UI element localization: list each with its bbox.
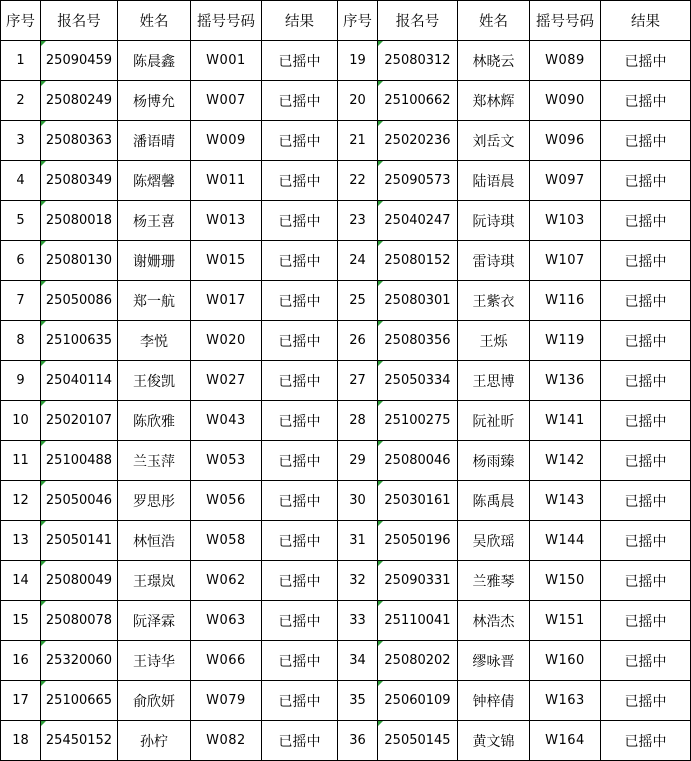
registration-number-cell: 25050046 — [41, 481, 118, 521]
serial-number-cell: 24 — [338, 241, 378, 281]
serial-number-cell: 18 — [1, 721, 41, 761]
serial-number-cell: 14 — [1, 561, 41, 601]
serial-number-cell: 25 — [338, 281, 378, 321]
header-cell: 结果 — [262, 1, 338, 41]
result-cell: 已摇中 — [262, 721, 338, 761]
result-cell: 已摇中 — [601, 201, 691, 241]
result-cell: 已摇中 — [601, 161, 691, 201]
name-cell: 郑林辉 — [458, 81, 530, 121]
result-cell: 已摇中 — [262, 241, 338, 281]
registration-number-cell: 25040247 — [378, 201, 458, 241]
lottery-number-cell: W062 — [191, 561, 262, 601]
table-row — [1, 281, 691, 321]
lottery-number-cell: W063 — [191, 601, 262, 641]
lottery-number-cell: W163 — [530, 681, 601, 721]
result-cell: 已摇中 — [262, 201, 338, 241]
name-cell: 李悦 — [118, 321, 191, 361]
lottery-number-cell: W160 — [530, 641, 601, 681]
result-cell: 已摇中 — [601, 521, 691, 561]
table-row — [1, 601, 691, 641]
serial-number-cell: 16 — [1, 641, 41, 681]
serial-number-cell: 15 — [1, 601, 41, 641]
serial-number-cell: 13 — [1, 521, 41, 561]
result-cell: 已摇中 — [262, 521, 338, 561]
header-cell: 结果 — [601, 1, 691, 41]
name-cell: 雷诗琪 — [458, 241, 530, 281]
registration-number-cell: 25090331 — [378, 561, 458, 601]
registration-number-cell: 25080046 — [378, 441, 458, 481]
table-row — [1, 641, 691, 681]
table-row — [1, 521, 691, 561]
lottery-number-cell: W082 — [191, 721, 262, 761]
serial-number-cell: 6 — [1, 241, 41, 281]
serial-number-cell: 11 — [1, 441, 41, 481]
lottery-number-cell: W164 — [530, 721, 601, 761]
registration-number-cell: 25320060 — [41, 641, 118, 681]
serial-number-cell: 34 — [338, 641, 378, 681]
serial-number-cell: 33 — [338, 601, 378, 641]
name-cell: 陈禹晨 — [458, 481, 530, 521]
name-cell: 杨博允 — [118, 81, 191, 121]
table-row — [1, 121, 691, 161]
result-cell: 已摇中 — [601, 281, 691, 321]
result-cell: 已摇中 — [601, 121, 691, 161]
name-cell: 阮祉昕 — [458, 401, 530, 441]
lottery-number-cell: W143 — [530, 481, 601, 521]
table-row — [1, 481, 691, 521]
result-cell: 已摇中 — [262, 441, 338, 481]
lottery-number-cell: W097 — [530, 161, 601, 201]
name-cell: 陈欣雅 — [118, 401, 191, 441]
name-cell: 俞欣妍 — [118, 681, 191, 721]
result-cell: 已摇中 — [262, 481, 338, 521]
name-cell: 林浩杰 — [458, 601, 530, 641]
serial-number-cell: 2 — [1, 81, 41, 121]
registration-number-cell: 25050145 — [378, 721, 458, 761]
serial-number-cell: 29 — [338, 441, 378, 481]
name-cell: 黄文锦 — [458, 721, 530, 761]
registration-number-cell: 25080202 — [378, 641, 458, 681]
result-cell: 已摇中 — [262, 81, 338, 121]
lottery-number-cell: W027 — [191, 361, 262, 401]
serial-number-cell: 3 — [1, 121, 41, 161]
lottery-number-cell: W090 — [530, 81, 601, 121]
lottery-number-cell: W015 — [191, 241, 262, 281]
registration-number-cell: 25050334 — [378, 361, 458, 401]
name-cell: 杨雨臻 — [458, 441, 530, 481]
header-cell: 姓名 — [118, 1, 191, 41]
result-cell: 已摇中 — [262, 41, 338, 81]
serial-number-cell: 20 — [338, 81, 378, 121]
serial-number-cell: 21 — [338, 121, 378, 161]
result-cell: 已摇中 — [262, 561, 338, 601]
result-cell: 已摇中 — [601, 321, 691, 361]
name-cell: 潘语晴 — [118, 121, 191, 161]
name-cell: 钟梓倩 — [458, 681, 530, 721]
lottery-number-cell: W058 — [191, 521, 262, 561]
lottery-number-cell: W144 — [530, 521, 601, 561]
table-row — [1, 161, 691, 201]
lottery-number-cell: W142 — [530, 441, 601, 481]
header-row — [1, 1, 691, 41]
serial-number-cell: 27 — [338, 361, 378, 401]
registration-number-cell: 25100488 — [41, 441, 118, 481]
table-row — [1, 401, 691, 441]
registration-number-cell: 25090573 — [378, 161, 458, 201]
registration-number-cell: 25050086 — [41, 281, 118, 321]
registration-number-cell: 25060109 — [378, 681, 458, 721]
name-cell: 孙柠 — [118, 721, 191, 761]
lottery-number-cell: W150 — [530, 561, 601, 601]
lottery-number-cell: W141 — [530, 401, 601, 441]
serial-number-cell: 5 — [1, 201, 41, 241]
header-cell: 序号 — [338, 1, 378, 41]
serial-number-cell: 23 — [338, 201, 378, 241]
name-cell: 兰玉萍 — [118, 441, 191, 481]
result-cell: 已摇中 — [262, 281, 338, 321]
registration-number-cell: 25110041 — [378, 601, 458, 641]
table-row — [1, 361, 691, 401]
serial-number-cell: 19 — [338, 41, 378, 81]
name-cell: 王诗华 — [118, 641, 191, 681]
result-cell: 已摇中 — [601, 561, 691, 601]
result-cell: 已摇中 — [262, 161, 338, 201]
table-row — [1, 441, 691, 481]
result-cell: 已摇中 — [601, 681, 691, 721]
registration-number-cell: 25020107 — [41, 401, 118, 441]
result-cell: 已摇中 — [601, 481, 691, 521]
registration-number-cell: 25080078 — [41, 601, 118, 641]
lottery-number-cell: W116 — [530, 281, 601, 321]
registration-number-cell: 25080363 — [41, 121, 118, 161]
result-cell: 已摇中 — [262, 601, 338, 641]
serial-number-cell: 26 — [338, 321, 378, 361]
serial-number-cell: 32 — [338, 561, 378, 601]
table-row — [1, 721, 691, 761]
result-cell: 已摇中 — [601, 441, 691, 481]
serial-number-cell: 10 — [1, 401, 41, 441]
header-cell: 姓名 — [458, 1, 530, 41]
name-cell: 吴欣瑶 — [458, 521, 530, 561]
registration-number-cell: 25080018 — [41, 201, 118, 241]
name-cell: 阮诗琪 — [458, 201, 530, 241]
registration-number-cell: 25450152 — [41, 721, 118, 761]
lottery-number-cell: W066 — [191, 641, 262, 681]
table-row — [1, 81, 691, 121]
lottery-number-cell: W013 — [191, 201, 262, 241]
header-cell: 报名号 — [378, 1, 458, 41]
registration-number-cell: 25040114 — [41, 361, 118, 401]
lottery-number-cell: W056 — [191, 481, 262, 521]
lottery-number-cell: W103 — [530, 201, 601, 241]
serial-number-cell: 31 — [338, 521, 378, 561]
serial-number-cell: 36 — [338, 721, 378, 761]
name-cell: 王紫衣 — [458, 281, 530, 321]
result-cell: 已摇中 — [601, 361, 691, 401]
name-cell: 王烁 — [458, 321, 530, 361]
name-cell: 刘岳文 — [458, 121, 530, 161]
name-cell: 缪咏晋 — [458, 641, 530, 681]
table-row — [1, 681, 691, 721]
header-cell: 摇号号码 — [530, 1, 601, 41]
name-cell: 杨王喜 — [118, 201, 191, 241]
result-cell: 已摇中 — [601, 641, 691, 681]
name-cell: 林晓云 — [458, 41, 530, 81]
name-cell: 陆语晨 — [458, 161, 530, 201]
header-cell: 摇号号码 — [191, 1, 262, 41]
serial-number-cell: 17 — [1, 681, 41, 721]
serial-number-cell: 4 — [1, 161, 41, 201]
result-cell: 已摇中 — [601, 401, 691, 441]
table-row — [1, 561, 691, 601]
registration-number-cell: 25050141 — [41, 521, 118, 561]
table-row — [1, 41, 691, 81]
result-cell: 已摇中 — [262, 121, 338, 161]
lottery-number-cell: W043 — [191, 401, 262, 441]
registration-number-cell: 25100665 — [41, 681, 118, 721]
lottery-number-cell: W096 — [530, 121, 601, 161]
lottery-number-cell: W017 — [191, 281, 262, 321]
name-cell: 罗思彤 — [118, 481, 191, 521]
serial-number-cell: 30 — [338, 481, 378, 521]
registration-number-cell: 25020236 — [378, 121, 458, 161]
result-cell: 已摇中 — [262, 681, 338, 721]
result-cell: 已摇中 — [262, 321, 338, 361]
serial-number-cell: 12 — [1, 481, 41, 521]
registration-number-cell: 25050196 — [378, 521, 458, 561]
registration-number-cell: 25100635 — [41, 321, 118, 361]
lottery-number-cell: W007 — [191, 81, 262, 121]
lottery-number-cell: W020 — [191, 321, 262, 361]
lottery-number-cell: W151 — [530, 601, 601, 641]
serial-number-cell: 22 — [338, 161, 378, 201]
registration-number-cell: 25080049 — [41, 561, 118, 601]
registration-number-cell: 25080152 — [378, 241, 458, 281]
table-body — [1, 41, 691, 761]
header-cell: 序号 — [1, 1, 41, 41]
registration-number-cell: 25090459 — [41, 41, 118, 81]
name-cell: 郑一航 — [118, 281, 191, 321]
serial-number-cell: 1 — [1, 41, 41, 81]
lottery-number-cell: W001 — [191, 41, 262, 81]
registration-number-cell: 25080312 — [378, 41, 458, 81]
name-cell: 王俊凯 — [118, 361, 191, 401]
table-row — [1, 321, 691, 361]
name-cell: 阮泽霖 — [118, 601, 191, 641]
result-cell: 已摇中 — [262, 401, 338, 441]
result-cell: 已摇中 — [601, 41, 691, 81]
lottery-number-cell: W089 — [530, 41, 601, 81]
registration-number-cell: 25100662 — [378, 81, 458, 121]
result-cell: 已摇中 — [601, 721, 691, 761]
name-cell: 王思博 — [458, 361, 530, 401]
lottery-number-cell: W009 — [191, 121, 262, 161]
result-cell: 已摇中 — [262, 641, 338, 681]
name-cell: 王璟岚 — [118, 561, 191, 601]
result-cell: 已摇中 — [601, 601, 691, 641]
header-cell: 报名号 — [41, 1, 118, 41]
name-cell: 谢姗珊 — [118, 241, 191, 281]
table-row — [1, 241, 691, 281]
registration-number-cell: 25100275 — [378, 401, 458, 441]
lottery-number-cell: W119 — [530, 321, 601, 361]
serial-number-cell: 8 — [1, 321, 41, 361]
result-cell: 已摇中 — [601, 241, 691, 281]
name-cell: 兰雅琴 — [458, 561, 530, 601]
result-cell: 已摇中 — [601, 81, 691, 121]
registration-number-cell: 25080130 — [41, 241, 118, 281]
serial-number-cell: 9 — [1, 361, 41, 401]
registration-number-cell: 25080301 — [378, 281, 458, 321]
name-cell: 林恒浩 — [118, 521, 191, 561]
lottery-number-cell: W107 — [530, 241, 601, 281]
lottery-number-cell: W136 — [530, 361, 601, 401]
name-cell: 陈熠馨 — [118, 161, 191, 201]
serial-number-cell: 28 — [338, 401, 378, 441]
registration-number-cell: 25080356 — [378, 321, 458, 361]
lottery-number-cell: W079 — [191, 681, 262, 721]
table-row — [1, 201, 691, 241]
lottery-number-cell: W011 — [191, 161, 262, 201]
serial-number-cell: 7 — [1, 281, 41, 321]
serial-number-cell: 35 — [338, 681, 378, 721]
registration-number-cell: 25080249 — [41, 81, 118, 121]
result-cell: 已摇中 — [262, 361, 338, 401]
registration-number-cell: 25080349 — [41, 161, 118, 201]
lottery-number-cell: W053 — [191, 441, 262, 481]
registration-number-cell: 25030161 — [378, 481, 458, 521]
name-cell: 陈晨鑫 — [118, 41, 191, 81]
